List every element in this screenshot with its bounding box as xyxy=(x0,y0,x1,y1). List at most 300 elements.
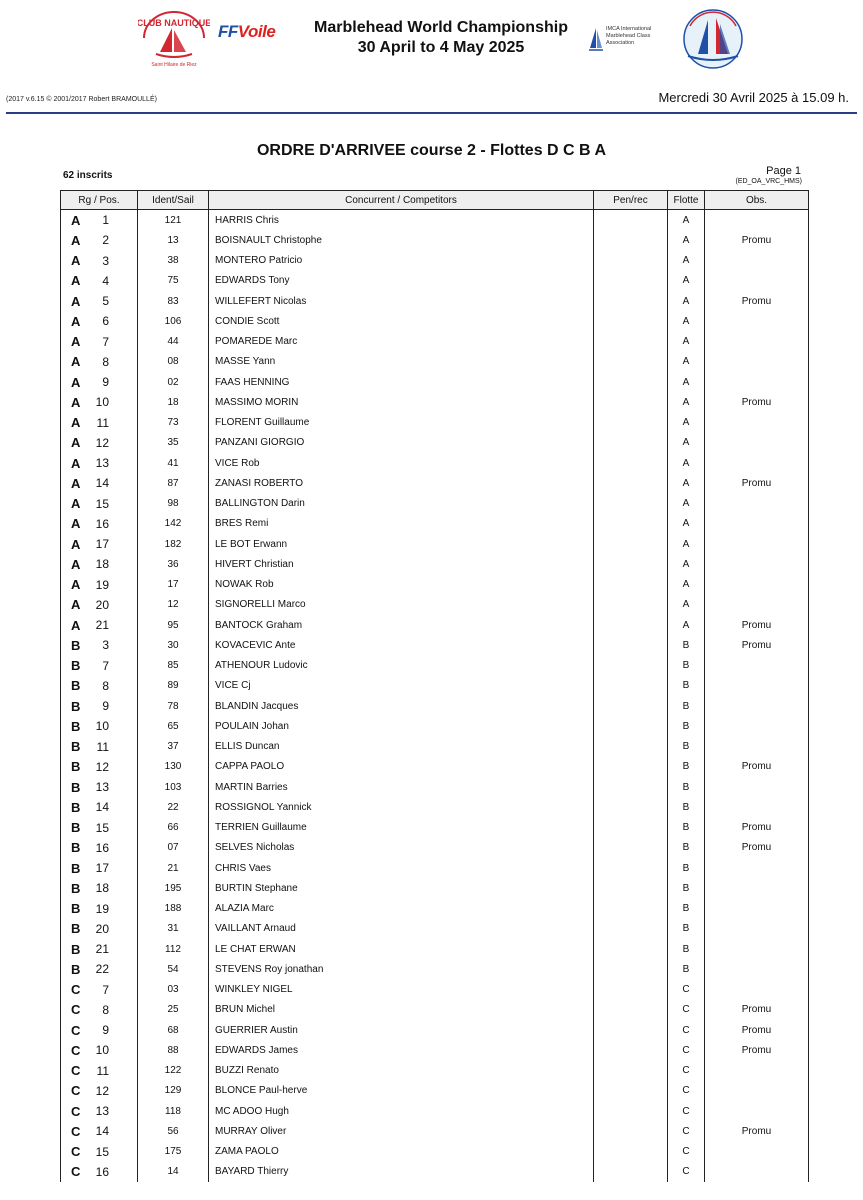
competitor-name: PANZANI GIORGIO xyxy=(209,433,594,453)
position: 15 xyxy=(95,820,109,835)
penalty-cell xyxy=(594,757,668,777)
fleet-cell: C xyxy=(668,1000,705,1020)
ffv-text-b: Voile xyxy=(237,22,276,41)
fleet-cell: B xyxy=(668,899,705,919)
svg-text:Saint Hilaire de Riez: Saint Hilaire de Riez xyxy=(151,62,197,68)
header-fleet: Flotte xyxy=(668,191,705,209)
sail-number: 142 xyxy=(138,514,209,534)
competitor-name: CHRIS Vaes xyxy=(209,858,594,878)
sail-number: 08 xyxy=(138,352,209,372)
fleet-cell: B xyxy=(668,858,705,878)
fleet-letter: B xyxy=(71,961,81,977)
penalty-cell xyxy=(594,696,668,716)
fleet-cell: A xyxy=(668,575,705,595)
fleet-cell: A xyxy=(668,554,705,574)
table-body xyxy=(61,210,808,1182)
table-row xyxy=(61,696,808,716)
penalty-cell xyxy=(594,473,668,493)
position: 13 xyxy=(95,1104,109,1119)
rank-cell xyxy=(61,433,138,453)
fleet-cell: A xyxy=(668,473,705,493)
observation-cell: Promu xyxy=(741,822,772,834)
table-row xyxy=(61,716,808,736)
table-row xyxy=(61,433,808,453)
table-row xyxy=(61,959,808,979)
penalty-cell xyxy=(594,1101,668,1121)
observation-cell xyxy=(705,494,808,514)
table-row xyxy=(61,878,808,898)
fleet-letter: A xyxy=(71,313,81,329)
position: 10 xyxy=(95,719,109,734)
rank-cell xyxy=(61,1081,138,1101)
competitor-name: LE CHAT ERWAN xyxy=(209,939,594,959)
position: 14 xyxy=(95,800,109,815)
fleet-cell: A xyxy=(668,453,705,473)
sail-number: 112 xyxy=(138,939,209,959)
position: 1 xyxy=(102,213,109,228)
observation-cell xyxy=(705,777,808,797)
observation-cell: Promu xyxy=(741,477,772,489)
rank-cell xyxy=(61,939,138,959)
fleet-letter: C xyxy=(71,1063,81,1079)
fleet-cell: A xyxy=(668,615,705,635)
fleet-cell: C xyxy=(668,1142,705,1162)
software-version: (2017 v.6.15 © 2001/2017 Robert BRAMOULLÉ) xyxy=(6,96,157,103)
observation-cell xyxy=(705,656,808,676)
penalty-cell xyxy=(594,453,668,473)
fleet-letter: B xyxy=(71,799,81,815)
world-championship-logo xyxy=(680,8,746,70)
rank-cell xyxy=(61,878,138,898)
competitor-name: BLONCE Paul-herve xyxy=(209,1081,594,1101)
penalty-cell xyxy=(594,878,668,898)
sail-number: 37 xyxy=(138,737,209,757)
table-row xyxy=(61,858,808,878)
table-row xyxy=(61,251,808,271)
competitor-name: VICE Rob xyxy=(209,453,594,473)
table-row xyxy=(61,1040,808,1060)
fleet-letter: A xyxy=(71,556,81,572)
penalty-cell xyxy=(594,210,668,230)
registered-count: 62 inscrits xyxy=(63,170,113,181)
position: 20 xyxy=(95,921,109,936)
penalty-cell xyxy=(594,716,668,736)
fleet-letter: B xyxy=(71,941,81,957)
fleet-cell: A xyxy=(668,210,705,230)
rank-cell xyxy=(61,797,138,817)
rank-cell xyxy=(61,635,138,655)
position: 7 xyxy=(102,658,109,673)
sail-number: 130 xyxy=(138,757,209,777)
table-row xyxy=(61,575,808,595)
competitor-name: ALAZIA Marc xyxy=(209,899,594,919)
competitor-name: ZANASI ROBERTO xyxy=(209,473,594,493)
fleet-letter: A xyxy=(71,617,81,633)
header-obs: Obs. xyxy=(745,194,768,206)
fleet-letter: A xyxy=(71,415,81,431)
rank-cell xyxy=(61,251,138,271)
position: 9 xyxy=(102,375,109,390)
rank-cell xyxy=(61,392,138,412)
competitor-name: MONTERO Patricio xyxy=(209,251,594,271)
rank-cell xyxy=(61,210,138,230)
penalty-cell xyxy=(594,575,668,595)
sail-number: 85 xyxy=(138,656,209,676)
table-row xyxy=(61,271,808,291)
penalty-cell xyxy=(594,777,668,797)
fleet-cell: C xyxy=(668,1061,705,1081)
rank-cell xyxy=(61,716,138,736)
table-row xyxy=(61,210,808,230)
position: 16 xyxy=(95,840,109,855)
rank-cell xyxy=(61,534,138,554)
position: 20 xyxy=(95,597,109,612)
observation-cell xyxy=(705,251,808,271)
results-table xyxy=(60,190,809,1182)
table-row xyxy=(61,1101,808,1121)
competitor-name: ROSSIGNOL Yannick xyxy=(209,797,594,817)
position: 3 xyxy=(102,253,109,268)
fleet-cell: C xyxy=(668,980,705,1000)
table-row xyxy=(61,757,808,777)
fleet-letter: C xyxy=(71,1002,81,1018)
position: 10 xyxy=(95,1043,109,1058)
fleet-cell: C xyxy=(668,1162,705,1182)
fleet-letter: A xyxy=(71,354,81,370)
observation-cell xyxy=(705,311,808,331)
rank-cell xyxy=(61,818,138,838)
competitor-name: BRES Remi xyxy=(209,514,594,534)
position: 3 xyxy=(102,638,109,653)
sail-number: 56 xyxy=(138,1121,209,1141)
competitor-name: WILLEFERT Nicolas xyxy=(209,291,594,311)
position: 16 xyxy=(95,1164,109,1179)
penalty-cell xyxy=(594,615,668,635)
rank-cell xyxy=(61,1040,138,1060)
sail-number: 122 xyxy=(138,1061,209,1081)
fleet-cell: B xyxy=(668,777,705,797)
competitor-name: FAAS HENNING xyxy=(209,372,594,392)
position: 8 xyxy=(102,1002,109,1017)
penalty-cell xyxy=(594,554,668,574)
header-competitor: Concurrent / Competitors xyxy=(209,191,594,209)
fleet-cell: B xyxy=(668,656,705,676)
rank-cell xyxy=(61,271,138,291)
competitor-name: ZAMA PAOLO xyxy=(209,1142,594,1162)
fleet-cell: C xyxy=(668,1020,705,1040)
rank-cell xyxy=(61,230,138,250)
rank-cell xyxy=(61,311,138,331)
position: 18 xyxy=(95,557,109,572)
observation-cell xyxy=(705,797,808,817)
observation-cell: Promu xyxy=(741,396,772,408)
competitor-name: WINKLEY NIGEL xyxy=(209,980,594,1000)
position: 13 xyxy=(95,456,109,471)
sail-number: 03 xyxy=(138,980,209,1000)
fleet-cell: B xyxy=(668,757,705,777)
rank-cell xyxy=(61,453,138,473)
sail-number: 78 xyxy=(138,696,209,716)
penalty-cell xyxy=(594,1121,668,1141)
sail-number: 195 xyxy=(138,878,209,898)
penalty-cell xyxy=(594,656,668,676)
sail-number: 88 xyxy=(138,1040,209,1060)
penalty-cell xyxy=(594,797,668,817)
penalty-cell xyxy=(594,980,668,1000)
rank-cell xyxy=(61,615,138,635)
competitor-name: MURRAY Oliver xyxy=(209,1121,594,1141)
competitor-name: POMAREDE Marc xyxy=(209,332,594,352)
fleet-letter: A xyxy=(71,536,81,552)
imca-text: IMCA International Marblehead Class Association xyxy=(606,26,652,46)
observation-cell xyxy=(705,575,808,595)
observation-cell xyxy=(705,696,808,716)
fleet-cell: A xyxy=(668,291,705,311)
observation-cell xyxy=(705,676,808,696)
ffv-text-a: FF xyxy=(218,22,238,41)
sail-number: 66 xyxy=(138,818,209,838)
table-row xyxy=(61,1121,808,1141)
fleet-cell: B xyxy=(668,676,705,696)
fleet-cell: B xyxy=(668,635,705,655)
observation-cell xyxy=(705,1081,808,1101)
sail-number: 182 xyxy=(138,534,209,554)
fleet-letter: C xyxy=(71,1042,81,1058)
competitor-name: NOWAK Rob xyxy=(209,575,594,595)
fleet-cell: A xyxy=(668,352,705,372)
fleet-letter: A xyxy=(71,334,81,350)
observation-cell xyxy=(705,1101,808,1121)
competitor-name: STEVENS Roy jonathan xyxy=(209,959,594,979)
table-row xyxy=(61,797,808,817)
fleet-letter: A xyxy=(71,577,81,593)
rank-cell xyxy=(61,757,138,777)
position: 11 xyxy=(96,1063,109,1078)
table-row xyxy=(61,635,808,655)
penalty-cell xyxy=(594,514,668,534)
table-row xyxy=(61,514,808,534)
position: 12 xyxy=(95,435,109,450)
sail-number: 98 xyxy=(138,494,209,514)
fleet-letter: B xyxy=(71,860,81,876)
ffvoile-logo xyxy=(218,22,290,52)
rank-cell xyxy=(61,372,138,392)
sail-number: 89 xyxy=(138,676,209,696)
position: 4 xyxy=(102,273,109,288)
table-row xyxy=(61,595,808,615)
fleet-letter: C xyxy=(71,1083,81,1099)
table-row xyxy=(61,919,808,939)
observation-cell: Promu xyxy=(741,234,772,246)
fleet-cell: A xyxy=(668,372,705,392)
penalty-cell xyxy=(594,1061,668,1081)
position: 21 xyxy=(95,618,109,633)
rank-cell xyxy=(61,494,138,514)
observation-cell xyxy=(705,939,808,959)
competitor-name: ATHENOUR Ludovic xyxy=(209,656,594,676)
fleet-letter: C xyxy=(71,1164,81,1180)
penalty-cell xyxy=(594,595,668,615)
competitor-name: SELVES Nicholas xyxy=(209,838,594,858)
position: 12 xyxy=(95,1083,109,1098)
print-date: Mercredi 30 Avril 2025 à 15.09 h. xyxy=(658,90,849,105)
penalty-cell xyxy=(594,291,668,311)
table-row xyxy=(61,534,808,554)
position: 9 xyxy=(102,699,109,714)
table-row xyxy=(61,453,808,473)
sail-number: 21 xyxy=(138,858,209,878)
rank-cell xyxy=(61,656,138,676)
observation-cell: Promu xyxy=(741,1024,772,1036)
position: 5 xyxy=(102,294,109,309)
penalty-cell xyxy=(594,1081,668,1101)
competitor-name: CAPPA PAOLO xyxy=(209,757,594,777)
observation-cell xyxy=(705,959,808,979)
penalty-cell xyxy=(594,676,668,696)
table-row xyxy=(61,332,808,352)
fleet-cell: B xyxy=(668,878,705,898)
observation-cell xyxy=(705,210,808,230)
fleet-letter: B xyxy=(71,718,81,734)
fleet-letter: A xyxy=(71,455,81,471)
table-row xyxy=(61,899,808,919)
sail-number: 188 xyxy=(138,899,209,919)
fleet-letter: B xyxy=(71,698,81,714)
rank-cell xyxy=(61,514,138,534)
sail-number: 02 xyxy=(138,372,209,392)
document-title: ORDRE D'ARRIVEE course 2 - Flottes D C B A xyxy=(256,142,607,159)
fleet-letter: A xyxy=(71,394,81,410)
imca-logo xyxy=(588,26,676,56)
rank-cell xyxy=(61,595,138,615)
fleet-cell: B xyxy=(668,838,705,858)
fleet-cell: A xyxy=(668,514,705,534)
penalty-cell xyxy=(594,311,668,331)
penalty-cell xyxy=(594,899,668,919)
fleet-letter: A xyxy=(71,253,81,269)
rank-cell xyxy=(61,352,138,372)
sail-number: 54 xyxy=(138,959,209,979)
sail-number: 95 xyxy=(138,615,209,635)
position: 7 xyxy=(102,982,109,997)
position: 6 xyxy=(102,314,109,329)
rank-cell xyxy=(61,676,138,696)
position: 16 xyxy=(95,516,109,531)
club-nautique-logo xyxy=(138,8,210,70)
penalty-cell xyxy=(594,919,668,939)
fleet-cell: A xyxy=(668,534,705,554)
fleet-letter: B xyxy=(71,739,81,755)
fleet-cell: B xyxy=(668,696,705,716)
fleet-cell: C xyxy=(668,1040,705,1060)
rank-cell xyxy=(61,554,138,574)
competitor-name: VICE Cj xyxy=(209,676,594,696)
observation-cell xyxy=(705,1142,808,1162)
observation-cell xyxy=(705,899,808,919)
table-row xyxy=(61,473,808,493)
fleet-letter: C xyxy=(71,1144,81,1160)
penalty-cell xyxy=(594,230,668,250)
position: 18 xyxy=(95,881,109,896)
fleet-cell: B xyxy=(668,737,705,757)
observation-cell xyxy=(705,1162,808,1182)
fleet-cell: B xyxy=(668,716,705,736)
competitor-name: HARRIS Chris xyxy=(209,210,594,230)
position: 13 xyxy=(95,780,109,795)
competitor-name: GUERRIER Austin xyxy=(209,1020,594,1040)
penalty-cell xyxy=(594,939,668,959)
position: 19 xyxy=(95,577,109,592)
competitor-name: MASSIMO MORIN xyxy=(209,392,594,412)
penalty-cell xyxy=(594,534,668,554)
observation-cell: Promu xyxy=(741,1044,772,1056)
position: 21 xyxy=(95,942,109,957)
sail-number: 44 xyxy=(138,332,209,352)
fleet-letter: A xyxy=(71,496,81,512)
event-title-line1: Marblehead World Championship xyxy=(314,19,568,36)
fleet-letter: B xyxy=(71,658,81,674)
competitor-name: BLANDIN Jacques xyxy=(209,696,594,716)
table-row xyxy=(61,1020,808,1040)
competitor-name: ELLIS Duncan xyxy=(209,737,594,757)
observation-cell xyxy=(705,858,808,878)
penalty-cell xyxy=(594,959,668,979)
document-header xyxy=(0,0,863,118)
fleet-letter: C xyxy=(71,982,81,998)
competitor-name: TERRIEN Guillaume xyxy=(209,818,594,838)
penalty-cell xyxy=(594,858,668,878)
fleet-cell: A xyxy=(668,271,705,291)
fleet-letter: B xyxy=(71,820,81,836)
position: 12 xyxy=(95,759,109,774)
table-row xyxy=(61,737,808,757)
rank-cell xyxy=(61,291,138,311)
competitor-name: BOISNAULT Christophe xyxy=(209,230,594,250)
observation-cell xyxy=(705,534,808,554)
competitor-name: MARTIN Barries xyxy=(209,777,594,797)
table-row xyxy=(61,413,808,433)
observation-cell xyxy=(705,413,808,433)
sail-number: 17 xyxy=(138,575,209,595)
observation-cell xyxy=(705,716,808,736)
competitor-name: MASSE Yann xyxy=(209,352,594,372)
rank-cell xyxy=(61,858,138,878)
rank-cell xyxy=(61,980,138,1000)
sail-number: 13 xyxy=(138,230,209,250)
observation-cell xyxy=(705,271,808,291)
rank-cell xyxy=(61,919,138,939)
sail-number: 12 xyxy=(138,595,209,615)
table-row xyxy=(61,939,808,959)
table-header xyxy=(61,190,808,210)
sail-number: 31 xyxy=(138,919,209,939)
header-penrec: Pen/rec xyxy=(594,191,668,209)
rank-cell xyxy=(61,473,138,493)
observation-cell: Promu xyxy=(741,1004,772,1016)
fleet-letter: B xyxy=(71,921,81,937)
fleet-letter: B xyxy=(71,840,81,856)
fleet-cell: B xyxy=(668,919,705,939)
fleet-cell: A xyxy=(668,311,705,331)
table-row xyxy=(61,1061,808,1081)
sail-number: 22 xyxy=(138,797,209,817)
event-title xyxy=(296,18,586,58)
table-row xyxy=(61,818,808,838)
sail-number: 65 xyxy=(138,716,209,736)
table-row xyxy=(61,1142,808,1162)
sail-number: 14 xyxy=(138,1162,209,1182)
penalty-cell xyxy=(594,433,668,453)
